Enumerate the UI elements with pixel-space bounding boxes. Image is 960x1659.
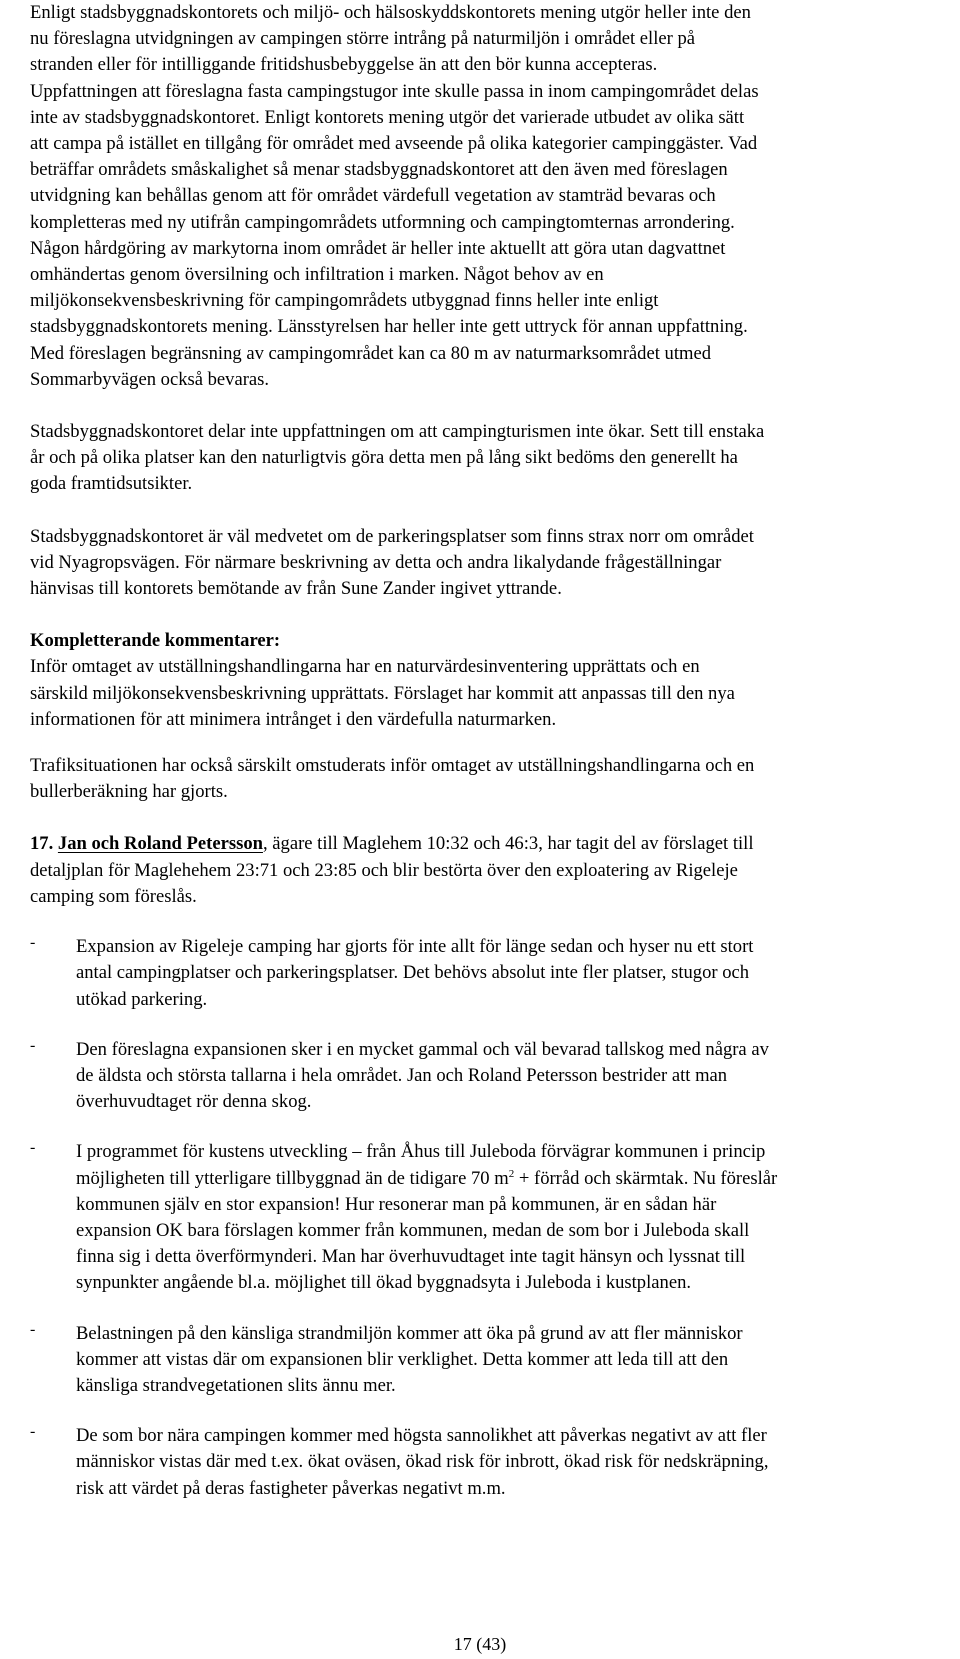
submitter-name: Jan och Roland Petersson xyxy=(57,833,263,855)
item-first-line-rest: , ägare till Maglehem 10:32 och 46:3, har tagit del av förslaget till xyxy=(262,833,754,855)
paragraph-camping-tourism: Stadsbyggnadskontoret delar inte uppfattningen om att campingturismen inte ökar. Sett till enstaka år och på olika platser kan den naturligtvis göra detta men på lång sikt bedöms den generellt ha goda framtidsutsikter. xyxy=(30,421,765,495)
bullet-text-expansion: Expansion av Rigeleje camping har gjorts för inte allt för länge sedan och hyser nu ett stort antal campingplatser och parkeringsplatser. Det behövs absolut inte fler platser, stugor och utökad parkering. xyxy=(76,936,754,1010)
bullet-item xyxy=(30,1139,940,1296)
bullet-text-beach: Belastningen på den känsliga strandmiljön kommer att öka på grund av att fler människor kommer att vistas där om expansionen blir verklighet. Detta kommer att leda till att den känsliga strandvegetationen slits ännu mer. xyxy=(76,1322,743,1396)
paragraph-parking: Stadsbyggnadskontoret är väl medvetet om de parkeringsplatser som finns strax norr om området vid Nyagropsvägen. För närmare beskrivning av detta och andra likalydande frågeställningar hänvisas till kontorets bemötande av från Sune Zander ingivet yttrande. xyxy=(30,525,754,600)
page-number: 17 (43) xyxy=(453,1634,507,1654)
bullet-item xyxy=(30,1037,940,1116)
numbered-item-first-line xyxy=(30,831,940,857)
bullet-text-program-part2: + förråd och skärmtak. Nu föreslår kommunen själv en stor expansion! Hur resonerar man på kommunen, är en sådan här expansion OK bara förslagen kommer från kommunen, medan de som bor i Juleboda skall finna sig i detta överförmynderi. Man har överhuvudtaget inte tagit hänsyn och lyssnat till synpunkter angående bl.a. möjlighet till ökad byggnadsyta i Juleboda i kustplanen. xyxy=(76,1167,778,1294)
section-heading: Kompletterande kommentarer: xyxy=(30,630,281,652)
bullet-item xyxy=(30,1423,940,1502)
superscript-two: 2 xyxy=(508,1167,515,1180)
bullet-dash: - xyxy=(30,1036,36,1054)
numbered-item-continuation: detaljplan för Maglehehem 23:71 och 23:85 och blir bestörta över den exploatering av Rigeleje camping som föreslås. xyxy=(30,859,738,907)
bullet-text-neighbours: De som bor nära campingen kommer med högsta sannolikhet att påverkas negativt av att fler människor vistas där med t.ex. ökat oväsen, ökad risk för inbrott, ökad risk för nedskräpning, risk att värdet på deras fastigheter påverkas negativt m.m. xyxy=(76,1425,769,1499)
bullet-dash: - xyxy=(30,1139,36,1157)
bullet-text-forest: Den föreslagna expansionen sker i en mycket gammal och väl bevarad tallskog med några av de äldsta och största tallarna i hela området. Jan och Roland Petersson bestrider att man överhuvudtaget rör denna skog. xyxy=(76,1038,769,1113)
numbered-item-body xyxy=(30,831,940,910)
paragraph-supplementary: Inför omtaget av utställningshandlingarna har en naturvärdesinventering upprättats och en särskild miljökonsekvensbeskrivning upprättats. Förslaget har kommit att anpassas till den nya informationen för att minimera intrånget i den värdefulla naturmarken. xyxy=(30,656,735,730)
bullet-text-program-part1: I programmet för kustens utveckling – från Åhus till Juleboda förvägrar kommunen i princip möjligheten till ytterligare tillbyggnad än de tidigare 70 m xyxy=(76,1141,766,1189)
bullet-dash: - xyxy=(30,934,36,952)
bullet-dash: - xyxy=(30,1320,36,1338)
document-page xyxy=(30,0,940,1502)
numbered-item-17 xyxy=(30,831,940,910)
bullet-item xyxy=(30,934,940,1013)
paragraph-assessment: Enligt stadsbyggnadskontorets och miljö- och hälsoskyddskontorets mening utgör heller inte den nu föreslagna utvidgningen av campingen större intrång på naturmiljön i området eller på stranden eller för intilliggande fritidshusbebyggelse än att den bör kunna accepteras. Uppfattningen att föreslagna fasta campingstugor inte skulle passa in inom campingområdet delas inte av stadsbyggnadskontoret. Enligt kontorets mening utgör det varierade utbudet av olika sätt att campa på istället en tillgång för området med avseende på olika kategorier campinggäster. Vad beträffar områdets småskalighet så menar stadsbyggnadskontoret att den även med föreslagen utvidgning kan behållas genom att för området värdefull vegetation av stamträd bevaras och kompletteras med ny utifrån campingområdets utformning och campingtomternas arrondering. Någon hårdgöring av markytorna inom området är heller inte aktuellt att göra utan dagvattnet omhändertas genom översilning och infiltration i marken. Något behov av en miljökonsekvensbeskrivning för campingområdets utbyggnad finns heller inte enligt stadsbyggnadskontorets mening. Länsstyrelsen har heller inte gett uttryck för annan uppfattning. Med föreslagen begränsning av campingområdet kan ca 80 m av naturmarksområdet utmed Sommarbyvägen också bevaras. xyxy=(30,2,759,390)
item-number: 17. xyxy=(30,833,54,855)
paragraph-traffic: Trafiksituationen har också särskilt omstuderats inför omtaget av utställningshandlingarna och en bullerberäkning har gjorts. xyxy=(30,755,755,803)
bullet-dash: - xyxy=(30,1423,36,1441)
bullet-item xyxy=(30,1321,940,1400)
bullet-text-program xyxy=(76,1139,940,1296)
